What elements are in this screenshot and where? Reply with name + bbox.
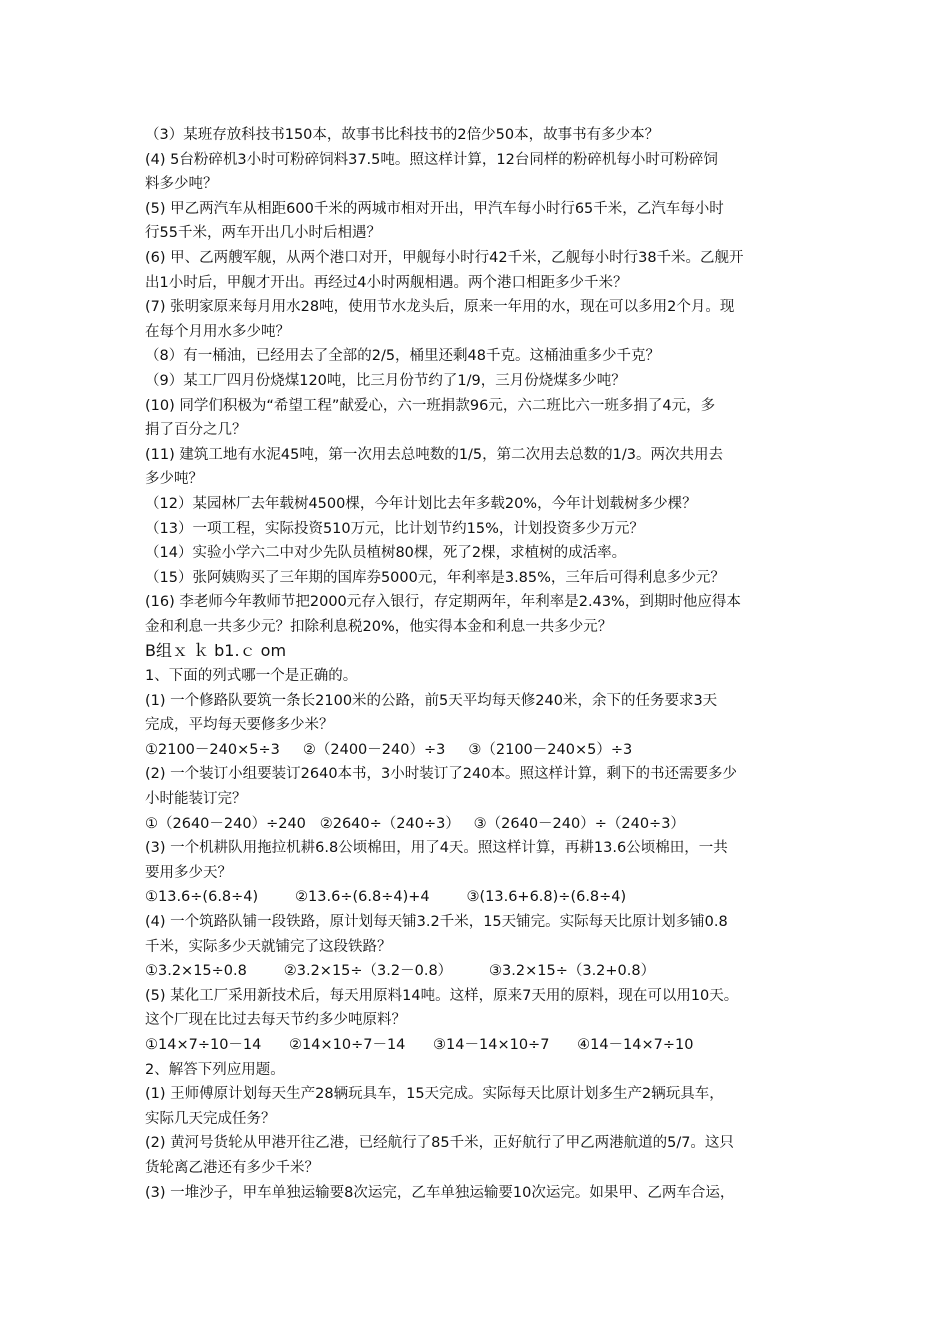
text-line: （14）实验小学六二中对少先队员植树80棵，死了2棵，求植树的成活率。 <box>145 545 627 562</box>
text-line: 捐了百分之几？ <box>145 422 247 439</box>
text-line: 出1小时后，甲舰才开出。再经过4小时两舰相遇。两个港口相距多少千米？ <box>145 274 628 291</box>
text-line: 多少吨？ <box>145 471 203 488</box>
text-line: (5) 甲乙两汽车从相距600千米的两城市相对开出，甲汽车每小时行65千米，乙汽车每小时 <box>145 200 724 217</box>
text-line: 行55千米，两车开出几小时后相遇？ <box>145 225 381 242</box>
text-line: 1、下面的列式哪一个是正确的。 <box>145 668 358 685</box>
text-line: (5) 某化工厂采用新技术后，每天用原料14吨。这样，原来7天用的原料，现在可以用10天。 <box>145 987 739 1004</box>
text-line: （13）一项工程，实际投资510万元，比计划节约15%，计划投资多少万元？ <box>145 520 644 537</box>
text-line: ①3.2×15÷0.8 ②3.2×15÷（3.2－0.8） ③3.2×15÷（3.2+0.8） <box>145 963 656 980</box>
text-line: 实际几天完成任务？ <box>145 1110 276 1127</box>
text-line: （9）某工厂四月份烧煤120吨，比三月份节约了1/9，三月份烧煤多少吨？ <box>145 372 626 389</box>
text-line: （15）张阿姨购买了三年期的国库券5000元，年利率是3.85%，三年后可得利息多少元？ <box>145 569 725 586</box>
text-line: （12）某园林厂去年载树4500棵，今年计划比去年多载20%，今年计划载树多少棵？ <box>145 495 697 512</box>
text-line: (4) 5台粉碎机3小时可粉碎饲料37.5吨。照这样计算，12台同样的粉碎机每小时可粉碎饲 <box>145 151 718 168</box>
text-line: (7) 张明家原来每月用水28吨，使用节水龙头后，原来一年用的水，现在可以多用2个月。现 <box>145 299 735 316</box>
text-line: (11) 建筑工地有水泥45吨，第一次用去总吨数的1/5，第二次用去总数的1/3。两次共用去 <box>145 446 723 463</box>
text-line: （8）有一桶油，已经用去了全部的2/5，桶里还剩48千克。这桶油重多少千克？ <box>145 348 661 365</box>
text-line: ①2100－240×5÷3 ②（2400－240）÷3 ③（2100－240×5）÷3 <box>145 741 633 758</box>
text-line: 2、解答下列应用题。 <box>145 1061 285 1078</box>
text-line: 料多少吨？ <box>145 176 218 193</box>
text-line: B组ｘ ｋ b1.ｃ om <box>145 641 287 661</box>
document-page <box>145 123 815 1205</box>
text-line: 完成，平均每天要修多少米？ <box>145 717 334 734</box>
text-line: （3）某班存放科技书150本，故事书比科技书的2倍少50本，故事书有多少本？ <box>145 127 660 143</box>
text-line: 金和利息一共多少元？扣除利息税20%，他实得本金和利息一共多少元？ <box>145 618 613 635</box>
text-line: ①13.6÷(6.8÷4) ②13.6÷(6.8÷4)+4 ③(13.6+6.8)÷(6.8÷4) <box>145 889 627 906</box>
text-line: 货轮离乙港还有多少千米？ <box>145 1159 319 1176</box>
text-line: 这个厂现在比过去每天节约多少吨原料？ <box>145 1012 406 1029</box>
text-line: ①（2640－240）÷240 ②2640÷（240÷3） ③（2640－240）÷（240÷3） <box>145 815 685 832</box>
text-line: 小时能装订完？ <box>145 791 247 808</box>
text-line: (2) 黄河号货轮从甲港开往乙港，已经航行了85千米，正好航行了甲乙两港航道的5/7。这只 <box>145 1135 734 1152</box>
text-line: 要用多少天？ <box>145 864 232 881</box>
text-line: (3) 一堆沙子，甲车单独运输要8次运完，乙车单独运输要10次运完。如果甲、乙两车合运， <box>145 1184 735 1201</box>
text-line: ①14×7÷10－14 ②14×10÷7－14 ③14－14×10÷7 ④14－14×7÷10 <box>145 1036 694 1053</box>
text-line: (1) 王师傅原计划每天生产28辆玩具车，15天完成。实际每天比原计划多生产2辆玩具车， <box>145 1086 724 1103</box>
text-line: 千米，实际多少天就铺完了这段铁路？ <box>145 938 392 955</box>
text-line: (4) 一个筑路队铺一段铁路，原计划每天铺3.2千米，15天铺完。实际每天比原计划多铺0.8 <box>145 914 728 930</box>
text-line: (2) 一个装订小组要装订2640本书，3小时装订了240本。照这样计算，剩下的书还需要多少 <box>145 766 737 783</box>
text-line: (3) 一个机耕队用拖拉机耕6.8公顷棉田，用了4天。照这样计算，再耕13.6公顷棉田，一共 <box>145 840 728 857</box>
text-line: (16) 李老师今年教师节把2000元存入银行，存定期两年，年利率是2.43%，到期时他应得本 <box>145 594 741 611</box>
text-line: 在每个月用水多少吨？ <box>145 323 290 340</box>
text-line: (6) 甲、乙两艘军舰，从两个港口对开，甲舰每小时行42千米，乙舰每小时行38千米。乙舰开 <box>145 249 744 266</box>
text-line: (10) 同学们积极为“希望工程”献爱心，六一班捐款96元，六二班比六一班多捐了4元，多 <box>145 397 716 414</box>
text-line: (1) 一个修路队要筑一条长2100米的公路，前5天平均每天修240米，余下的任务要求3天 <box>145 692 718 709</box>
